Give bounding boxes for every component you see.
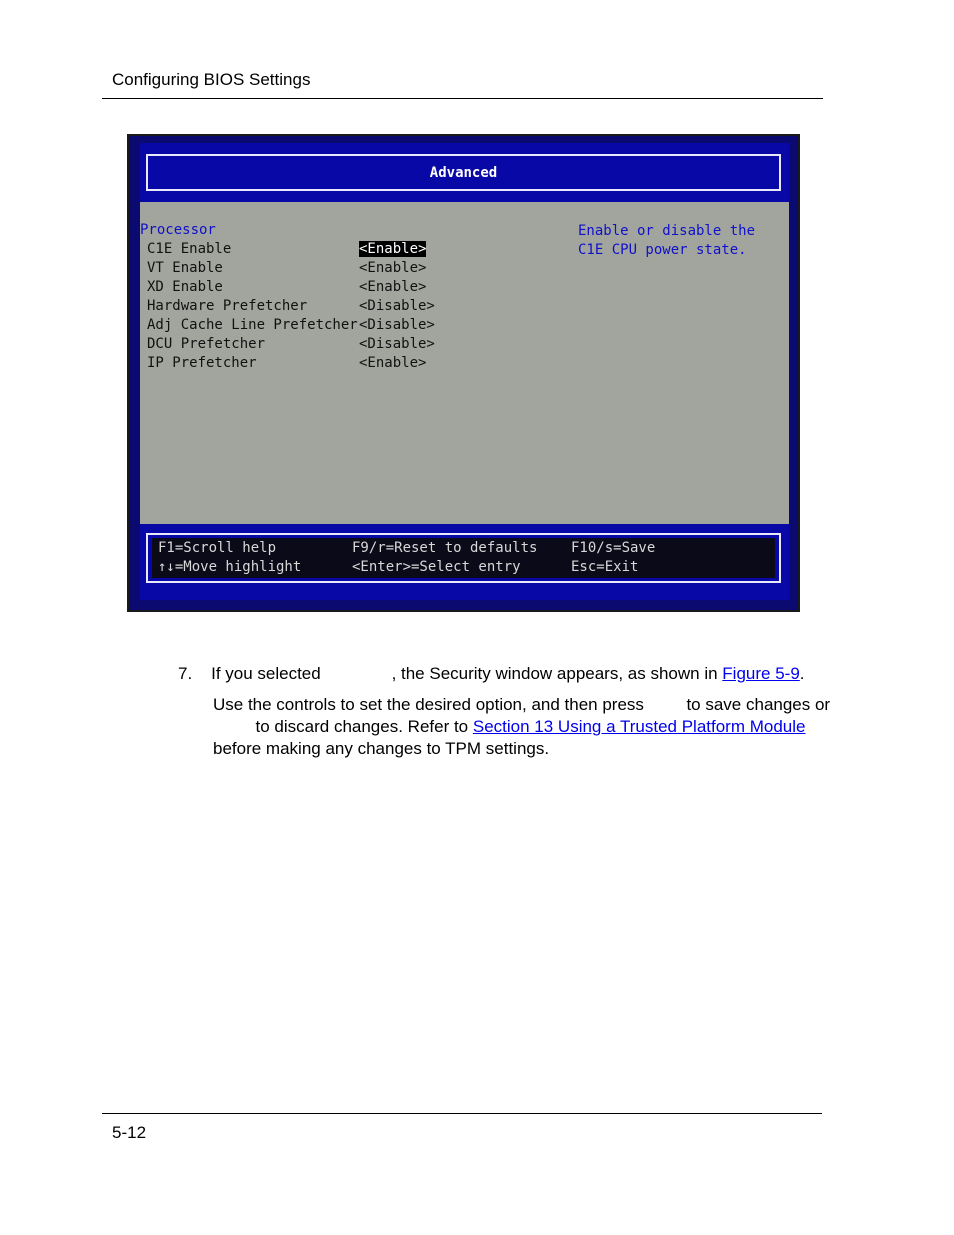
bios-key-bar <box>140 524 789 600</box>
page-number: 5-12 <box>112 1123 147 1142</box>
bios-item-label: XD Enable <box>147 279 223 295</box>
bios-item-label: C1E Enable <box>147 241 232 257</box>
bios-item-label: Hardware Prefetcher <box>147 298 308 314</box>
bios-item-ip-prefetcher[interactable] <box>147 355 447 374</box>
para-line1-before: Use the controls to set the desired option, and then press <box>213 695 644 714</box>
header-title: Configuring BIOS Settings <box>112 70 311 89</box>
step-text-middle: , the Security window appears, as shown in <box>391 664 723 683</box>
bios-item-vt-enable[interactable] <box>147 260 447 279</box>
section-13-link[interactable]: Section 13 Using a Trusted Platform Module <box>472 717 806 736</box>
bios-item-label: Adj Cache Line Prefetcher <box>147 317 358 333</box>
para-line2-before: to discard changes. Refer to <box>255 717 473 736</box>
para-line1-after: to save changes or <box>686 695 831 714</box>
key-reset-defaults: F9/r=Reset to defaults <box>352 540 538 556</box>
bios-item-c1e-enable[interactable] <box>147 241 447 260</box>
key-scroll-help: F1=Scroll help <box>158 540 277 556</box>
bios-key-box <box>146 533 781 583</box>
bios-help-text <box>578 222 755 260</box>
step-text-end: . <box>799 664 805 683</box>
bios-item-adj-cache-line-prefetcher[interactable] <box>147 317 447 336</box>
header-rule <box>102 98 823 99</box>
key-save: F10/s=Save <box>571 540 656 556</box>
key-move-highlight: ↑↓=Move highlight <box>158 559 302 575</box>
bios-item-xd-enable[interactable] <box>147 279 447 298</box>
step-text-before: If you selected <box>211 664 326 683</box>
bios-item-value[interactable]: <Enable> <box>359 241 427 257</box>
key-select-entry: <Enter>=Select entry <box>352 559 521 575</box>
bios-title-bar <box>140 143 789 208</box>
bios-item-dcu-prefetcher[interactable] <box>147 336 447 355</box>
footer-rule <box>102 1113 822 1114</box>
bios-item-label: IP Prefetcher <box>147 355 257 371</box>
bios-item-value[interactable]: <Enable> <box>359 260 427 276</box>
bios-title: Advanced <box>146 154 781 191</box>
bios-item-value[interactable]: <Disable> <box>359 298 435 314</box>
bios-item-value[interactable]: <Enable> <box>359 279 427 295</box>
figure-link[interactable]: Figure 5-9 <box>722 664 800 683</box>
bios-item-value[interactable]: <Enable> <box>359 355 427 371</box>
bios-key-legend <box>152 538 775 578</box>
bios-item-value[interactable]: <Disable> <box>359 336 435 352</box>
bios-help-line: Enable or disable the <box>578 223 756 239</box>
bios-item-hardware-prefetcher[interactable] <box>147 298 447 317</box>
para-line-2 <box>213 717 805 737</box>
key-exit: Esc=Exit <box>571 559 639 575</box>
para-line-3: before making any changes to TPM settings. <box>213 739 550 758</box>
bios-screenshot <box>127 134 800 612</box>
bios-help-line: C1E CPU power state. <box>578 242 747 258</box>
bios-section-title: Processor <box>140 222 216 238</box>
step-7 <box>178 664 805 684</box>
bios-item-value[interactable]: <Disable> <box>359 317 435 333</box>
bios-item-label: VT Enable <box>147 260 223 276</box>
bios-item-label: DCU Prefetcher <box>147 336 266 352</box>
step-number: 7. <box>178 664 193 683</box>
bios-content <box>140 202 789 524</box>
para-line-1 <box>213 695 830 715</box>
